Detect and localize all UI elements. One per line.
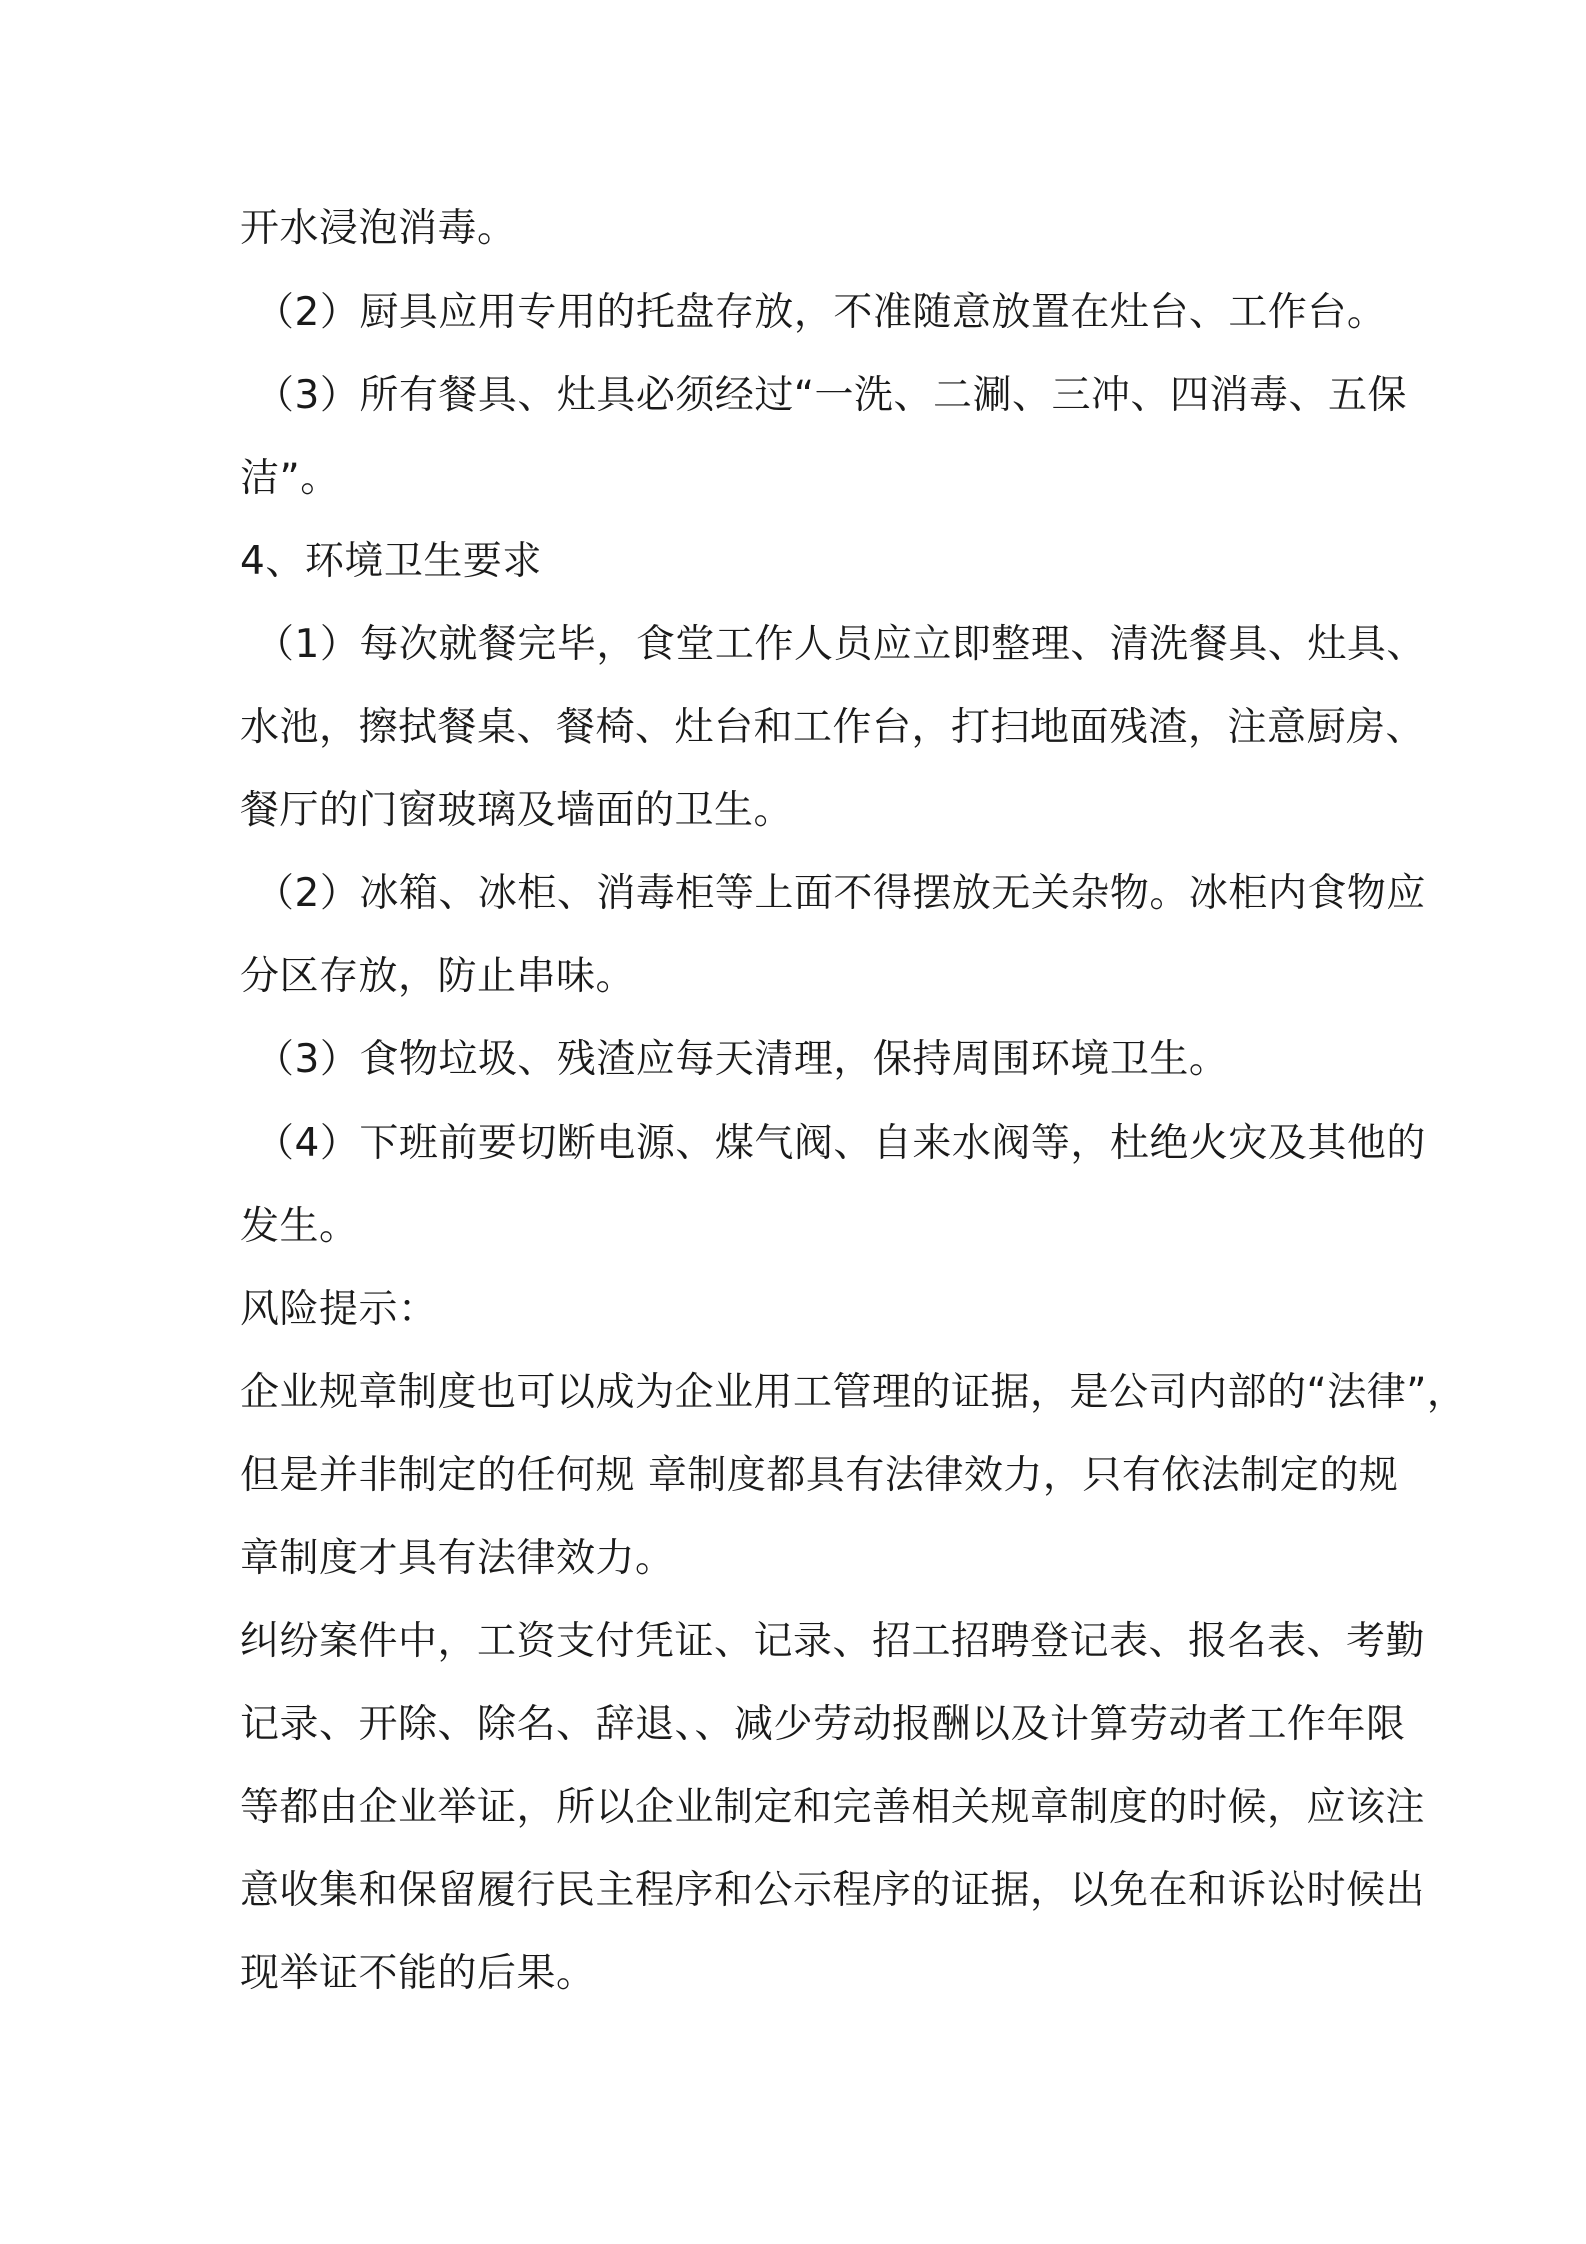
text-line: 意收集和保留履行民主程序和公示程序的证据，以免在和诉讼时候出 [240, 1868, 1426, 1913]
text-line: 发生。 [240, 1204, 359, 1249]
text-line: 洁”。 [240, 456, 340, 501]
text-line: （2）冰箱、冰柜、消毒柜等上面不得摆放无关杂物。冰柜内食物应 [255, 871, 1426, 916]
text-line: 分区存放，防止串味。 [240, 954, 636, 999]
text-line: 记录、开除、除名、辞退、、减少劳动报酬以及计算劳动者工作年限 [240, 1702, 1406, 1747]
text-line: 纠纷案件中，工资支付凭证、记录、招工招聘登记表、报名表、考勤 [240, 1619, 1426, 1664]
section-heading: 风险提示： [240, 1287, 438, 1332]
text-line: 餐厅的门窗玻璃及墙面的卫生。 [240, 788, 794, 833]
text-line: （4）下班前要切断电源、煤气阀、自来水阀等，杜绝火灾及其他的 [255, 1121, 1426, 1166]
text-line: （3）食物垃圾、残渣应每天清理，保持周围环境卫生。 [255, 1037, 1229, 1082]
text-line: （1）每次就餐完毕，食堂工作人员应立即整理、清洗餐具、灶具、 [255, 622, 1426, 667]
text-line: 但是并非制定的任何规 章制度都具有法律效力，只有依法制定的规 [240, 1453, 1399, 1498]
section-heading: 4、环境卫生要求 [240, 539, 542, 584]
text-line: 水池，擦拭餐桌、餐椅、灶台和工作台，打扫地面残渣，注意厨房、 [240, 705, 1426, 750]
text-line: 章制度才具有法律效力。 [240, 1536, 675, 1581]
text-line: 现举证不能的后果。 [240, 1951, 596, 1996]
text-line: （3）所有餐具、灶具必须经过“一洗、二涮、三冲、四消毒、五保 [255, 373, 1408, 418]
text-line: 等都由企业举证，所以企业制定和完善相关规章制度的时候，应该注 [240, 1785, 1426, 1830]
text-line: （2）厨具应用专用的托盘存放，不准随意放置在灶台、工作台。 [255, 290, 1387, 335]
text-line: 开水浸泡消毒。 [240, 206, 517, 251]
text-line: 企业规章制度也可以成为企业用工管理的证据，是公司内部的“法律”， [240, 1370, 1467, 1415]
